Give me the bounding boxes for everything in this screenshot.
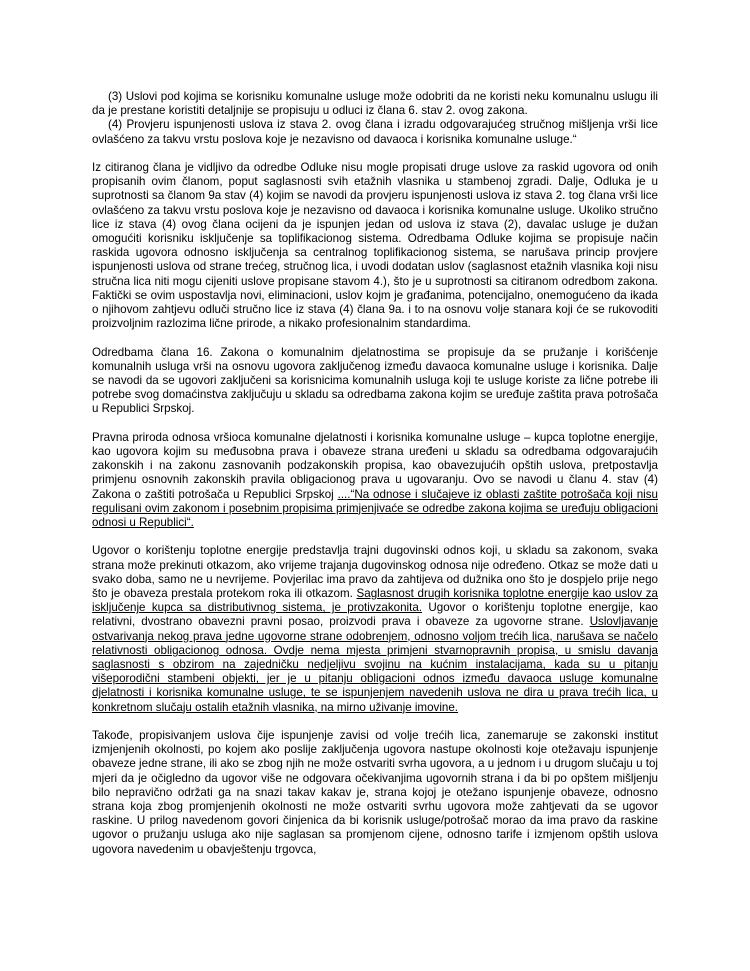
paragraph-2: Odredbama člana 16. Zakona o komunalnim djelatnostima se propisuje da se pružanje i korišćenje komunalnih usluga vrši na osnovu ugovora zaključenog između davaoca komunalne usluge i korisnika. Dalje se navodi da se ugovori zaključeni sa korisnicima komunalnih usluga koji te usluge koriste za lične potrebe ili potrebe svog domaćinstva zaključuju u skladu sa odredbama zakona kojim se uređuje zaštita prava potrošača u Republici Srpskoj. xyxy=(92,345,658,416)
paragraph-3-text: Pravna priroda odnosa vršioca komunalne djelatnosti i korisnika komunalne usluge – kupca toplotne energije, kao ugovora kojim su međusobna prava i obaveze strana uređeni u skladu sa odredbama odgovarajućih zakonskih i na zakonu zasnovanih podzakonskih propisa, kao obavezujućih opštih uslova, pretpostavlja primjenu osnovnih zakonskih pravila obligacionog prava u ugovaranju. Ovo se navodi u članu 4. stav (4) Zakona o zaštiti potrošača u Republici Srpskoj xyxy=(92,430,658,501)
paragraph-3 xyxy=(92,431,658,530)
paragraph-4-text-a: Ugovor o korištenju toplotne energije predstavlja trajni dugovinski odnos koji, u skladu sa zakonom, svaka strana može prekinuti otkazom, ako vrijeme trajanja dugovinskog odnosa nije određeno. Otkaz se može dati u svako doba, samo ne u nevrijeme. Povjerilac ima pravo da zahtijeva od dužnika ono što je dospjelo prije nego što je obaveza prestala protekom roka ili otkazom. xyxy=(92,544,658,601)
paragraph-4 xyxy=(92,544,658,714)
paragraph-4-underlined-a: Saglasnost drugih korisnika toplotne energije kao uslov za isključenje kupca sa distributivnog sistema, je protivzakonita. xyxy=(92,587,658,615)
quoted-item-4: (4) Provjeru ispunjenosti uslova iz stava 2. ovog člana i izradu odgovarajućeg stručnog mišljenja vrši lice ovlašćeno za takvu vrstu poslova koje je nezavisno od davaoca i korisnika komunalne usluge.“ xyxy=(92,118,658,146)
paragraph-3-underlined-quote: ....“Na odnose i slučajeve iz oblasti zaštite potrošača koji nisu regulisani ovim zakonom i posebnim propisima primjenjivaće se odredbe zakona kojima se uređuju obligacioni odnosi u Republici“. xyxy=(92,487,658,530)
paragraph-4-underlined-b: Uslovljavanje ostvarivanja nekog prava jedne ugovorne strane odobrenjem, odnosno voljom trećih lica, narušava se načelo relativnosti obligacionog odnosa. Ovdje nema mjesta primjeni stvarnopravnih propisa, u smislu davanja saglasnosti s obzirom na zajedničku nedjeljivu svojinu na kućnim instalacijama, kada su u pitanju višeporodični stambeni objekti, jer je u pitanju obligacioni odnos između davaoca usluge komunalne djelatnosti i korisnika komunalne usluge, te se ispunjenjem navedenih uslova ne dira u prava trećih lica, u konkretnom slučaju ostalih etažnih vlasnika, na mirno uživanje imovine. xyxy=(92,615,658,714)
quoted-item-3: (3) Uslovi pod kojima se korisniku komunalne usluge može odobriti da ne koristi neku komunalnu uslugu ili da je prestane koristiti detaljnije se propisuju u odluci iz člana 6. stav 2. ovog zakona. xyxy=(92,90,658,118)
document-page xyxy=(92,90,658,871)
paragraph-5: Takođe, propisivanjem uslova čije ispunjenje zavisi od volje trećih lica, zanemaruje se zakonski institut izmjenjenih okolnosti, po kojem ako poslije zaključenja ugovora nastupe okolnosti koje otežavaju ispunjenje obaveze jedne strane, ili ako se zbog njih ne može ostvariti svrha ugovora, a u jednom i u drugom slučaju u toj mjeri da je očigledno da ugovor više ne odgovara očekivanjima ugovornih strana i da bi po opštem mišljenju bilo nepravično održati ga na snazi takav kakav je, strana kojoj je otežano ispunjenje obaveze, odnosno strana koja zbog promjenjenih okolnosti ne može ostvariti svrhu ugovora može zahtjevati da se ugovor raskine. U prilog navedenom govori činjenica da bi korisnik usluge/potrošač morao da ima pravo da raskine ugovor o pružanju usluga ako nije saglasan sa promjenom cijene, odnosno tarife i izmjenom opštih uslova ugovora navedenim u obavještenju trgovca, xyxy=(92,729,658,856)
paragraph-4-text-b: Ugovor o korištenju toplotne energije, kao relativni, dvostrano obavezni pravni posao, proizvodi prava i obaveze za ugovorne strane. xyxy=(92,601,658,629)
paragraph-1: Iz citiranog člana je vidljivo da odredbe Odluke nisu mogle propisati druge uslove za raskid ugovora od onih propisanih ovim članom, poput saglasnosti svih etažnih vlasnika u stambenoj zgradi. Dalje, Odluka je u suprotnosti sa članom 9a stav (4) kojim se navodi da provjeru ispunjenosti uslova iz stava 2. tog člana vrši lice ovlašćeno za takvu vrstu poslova koje je nezavisno od davaoca i korisnika komunalne usluge. Ukoliko stručno lice iz stava (4) ovog člana ocijeni da je ispunjen jedan od uslova iz stava (2), davalac usluge je dužan omogućiti korisniku isključenje sa toplifikacionog sistema. Odredbama Odluke kojima se propisuje način raskida ugovora odnosno isključenja sa centralnog toplifikacionog sistema, se narušava princip provjere ispunjenosti uslova od strane trećeg, stručnog lica, i uvodi dodatan uslov (saglasnost etažnih vlasnika koji nisu stručna lica niti mogu cijeniti uslove propisane stavom 4.), što je u suprotnosti sa citiranom odredbom zakona. Faktički se ovim uspostavlja novi, eliminacioni, uslov kojm je građanima, potencijalno, onemogućeno da ikada o njihovom zahtjevu odluči stručno lice iz stava (4) člana 9a. i to na osnovu volje stanara koji će se rukovoditi proizvoljnim razlozima lične prirode, a nikako profesionalnim standardima. xyxy=(92,161,658,331)
